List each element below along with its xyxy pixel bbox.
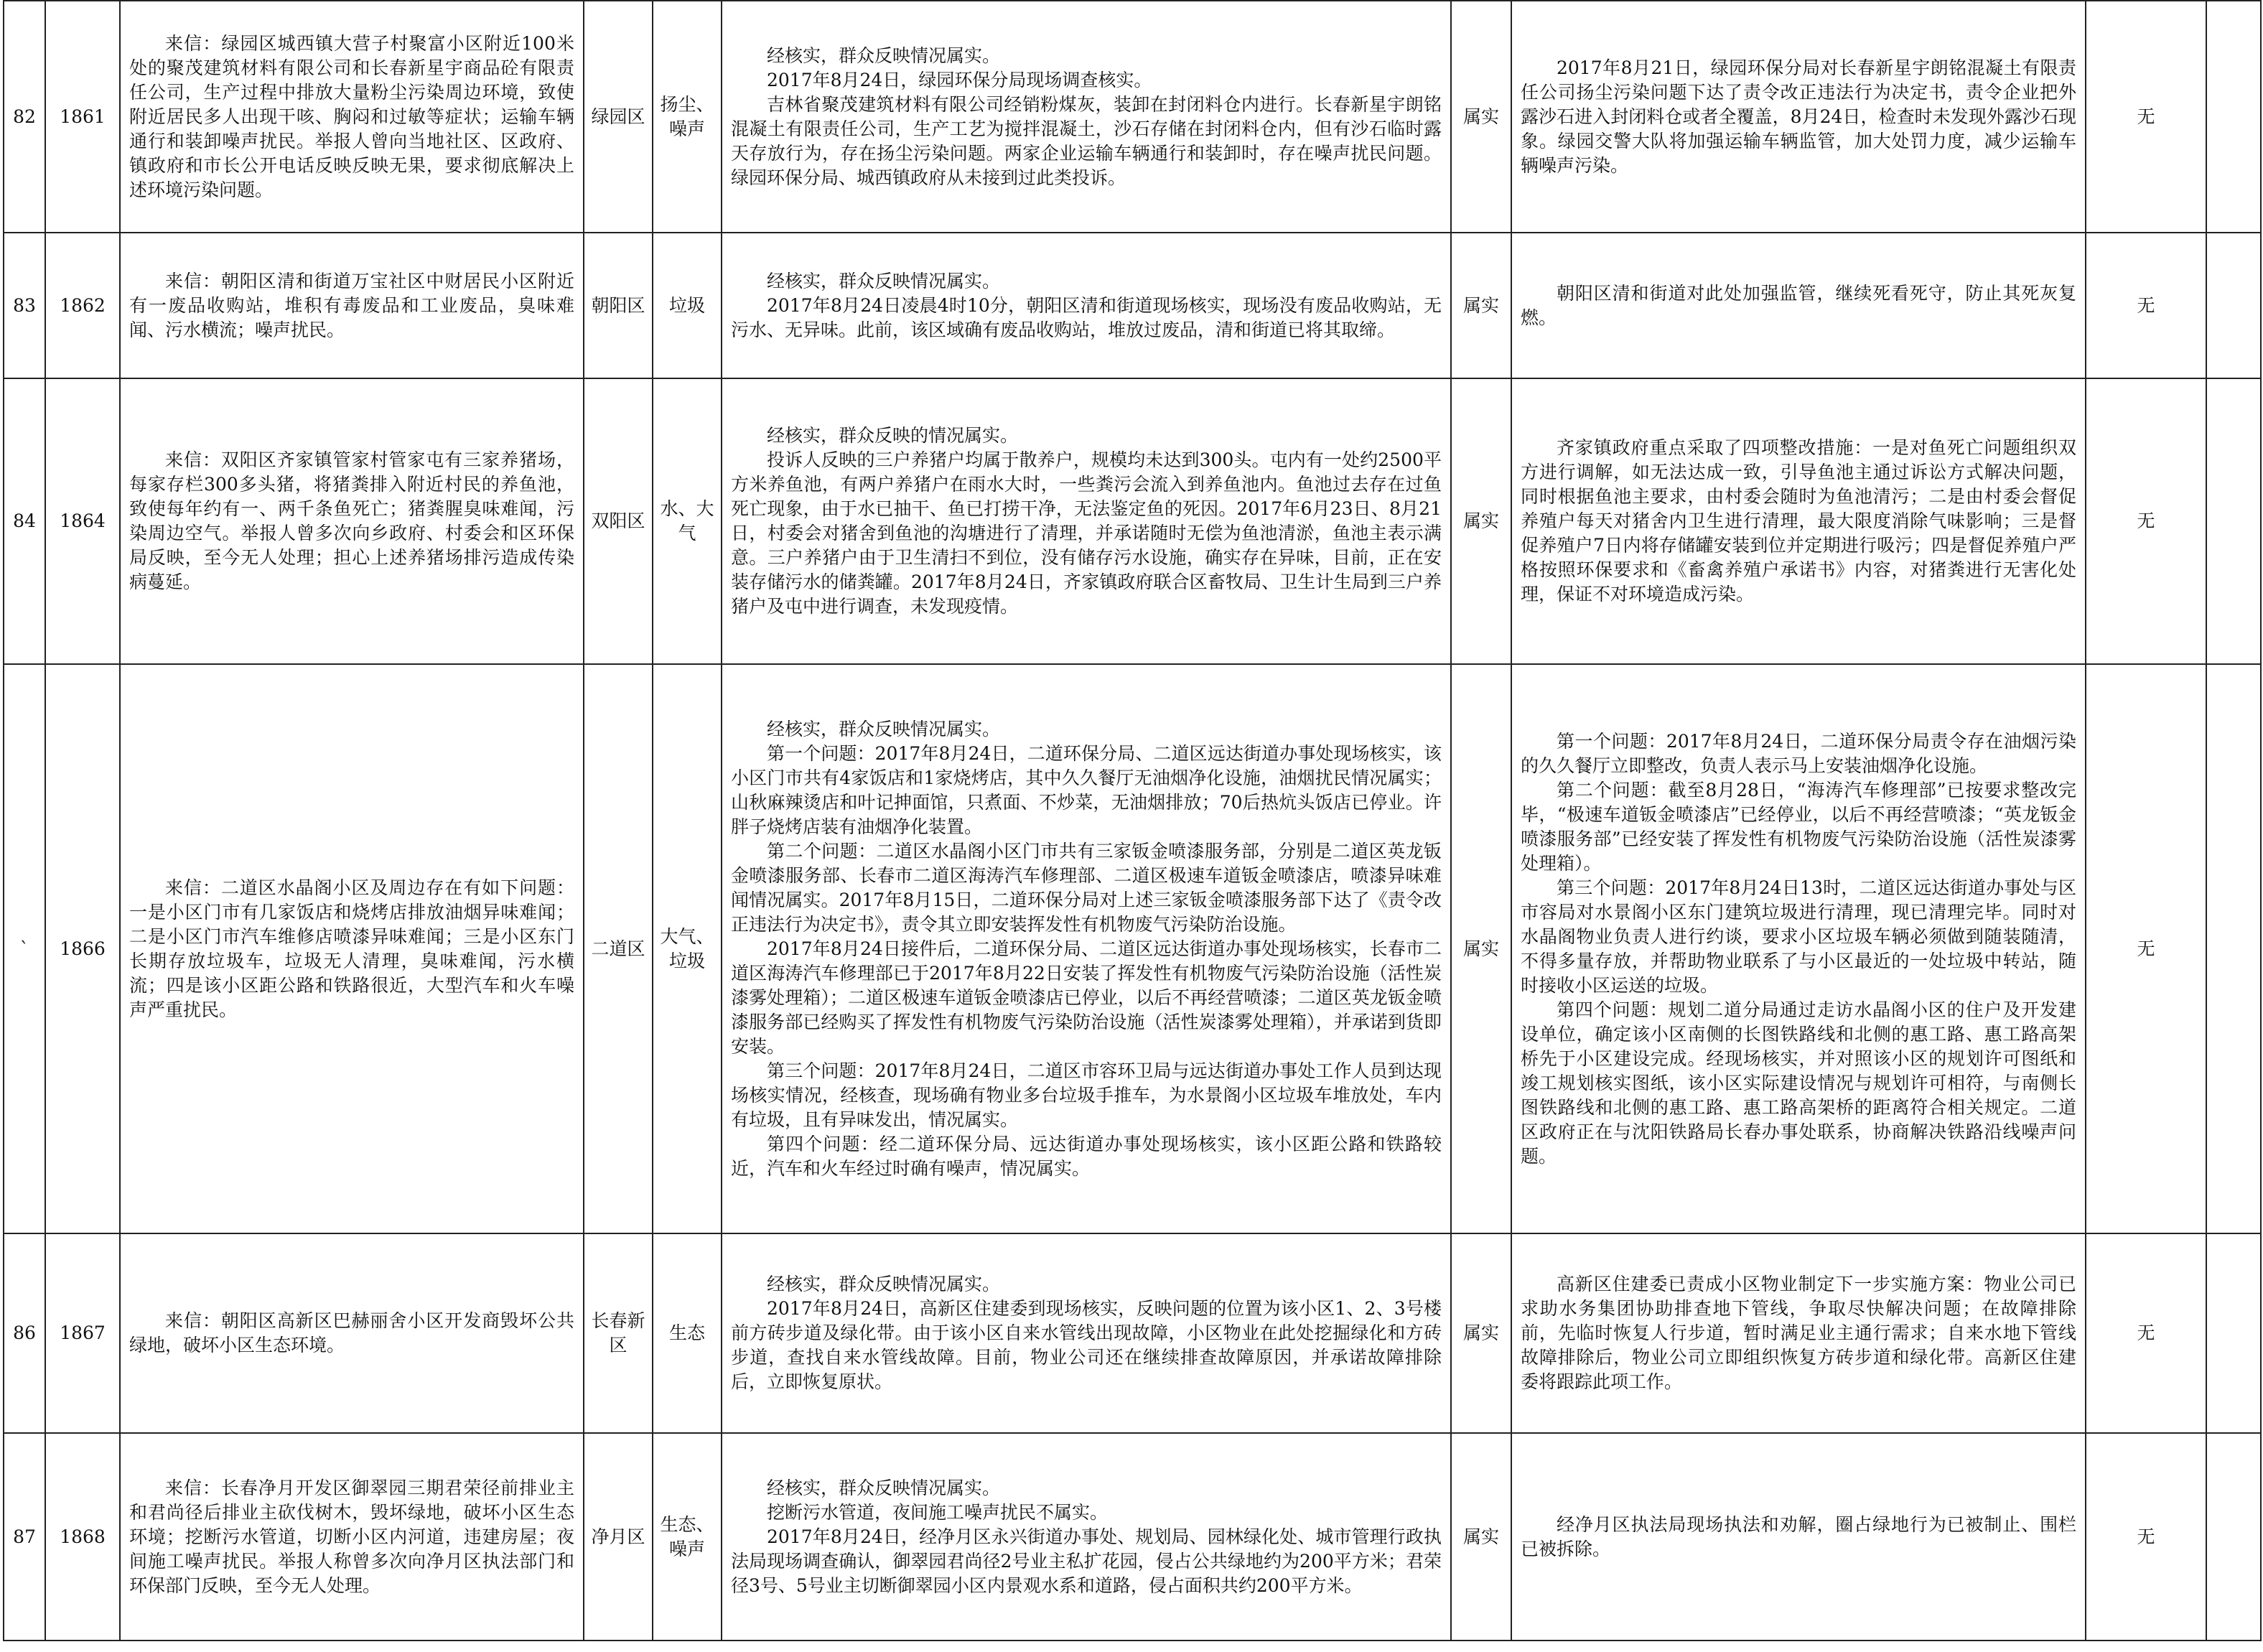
district-cell: 净月区: [584, 1433, 653, 1641]
table-row: [4, 1433, 2261, 1641]
extra-cell: [2206, 233, 2261, 378]
verification-cell-paragraph: 投诉人反映的三户养猪户均属于散养户，规模均未达到300头。屯内有一处约2500平方米养鱼池，有两户养猪户在雨水大时，一些粪污会流入到养鱼池内。鱼池过去存在过鱼死亡现象，由于水已抽干、鱼已打捞干净，无法鉴定鱼的死因。2017年6月23日、8月21日，村委会对猪舍到鱼池的沟塘进行了清理，并承诺随时无偿为鱼池清淤，鱼池主表示满意。三户养猪户由于卫生清扫不到位，没有储存污水设施，确实存在异味，目前，正在安装存储污水的储粪罐。2017年8月24日，齐家镇政府联合区畜牧局、卫生计生局到三户养猪户及屯中进行调查，未发现疫情。: [731, 449, 1442, 617]
pollution-type-cell: 垃圾: [653, 233, 722, 378]
handling-cell: [1511, 233, 2086, 378]
handling-cell: [1511, 1433, 2086, 1641]
complaint-cell: [120, 664, 584, 1233]
handling-cell-paragraph: 第三个问题：2017年8月24日13时，二道区远达街道办事处与区市容局对水景阁小区东门建筑垃圾进行清理，现已清理完毕。同时对水晶阁物业负责人进行约谈，要求小区垃圾车辆必须做到随装随清，不得多量存放，并帮助物业联系了与小区最近的一处垃圾中转站，随时接收小区运送的垃圾。: [1521, 877, 2076, 996]
verification-cell-paragraph: 第二个问题：二道区水晶阁小区门市共有三家钣金喷漆服务部，分别是二道区英龙钣金喷漆服务部、长春市二道区海涛汽车修理部、二道区极速车道钣金喷漆店，喷漆异味难闻情况属实。2017年8月15日，二道环保分局对上述三家钣金喷漆服务部下达了《责令改正违法行为决定书》，责令其立即安装挥发性有机物废气污染防治设施。: [731, 840, 1442, 935]
complaint-cell: [120, 233, 584, 378]
accountability-cell: 无: [2086, 378, 2206, 664]
handling-cell-paragraph: 高新区住建委已责成小区物业制定下一步实施方案：物业公司已求助水务集团协助排查地下管线，争取尽快解决问题；在故障排除前，先临时恢复人行步道，暂时满足业主通行需求；自来水地下管线故障排除后，物业公司立即组织恢复方砖步道和绿化带。高新区住建委将跟踪此项工作。: [1521, 1274, 2076, 1392]
table-row: [4, 1233, 2261, 1433]
verification-cell: [722, 1, 1451, 233]
complaint-cell: [120, 1, 584, 233]
row-number-cell: 83: [4, 233, 45, 378]
complaint-cell: [120, 1433, 584, 1641]
verification-cell-paragraph: 第一个问题：2017年8月24日，二道环保分局、二道区远达街道办事处现场核实，该小区门市共有4家饭店和1家烧烤店，其中久久餐厅无油烟净化设施，油烟扰民情况属实；山秋麻辣烫店和叶记抻面馆，只煮面、不炒菜，无油烟排放；70后热炕头饭店已停业。许胖子烧烤店装有油烟净化装置。: [731, 742, 1442, 837]
handling-cell: [1511, 1, 2086, 233]
result-cell: 属实: [1451, 664, 1511, 1233]
case-id-cell: 1867: [45, 1233, 120, 1433]
handling-cell-paragraph: 朝阳区清和街道对此处加强监管，继续死看死守，防止其死灰复燃。: [1521, 282, 2076, 328]
handling-cell-paragraph: 2017年8月21日，绿园环保分局对长春新星宇朗铭混凝土有限责任公司扬尘污染问题下达了责令改正违法行为决定书，责令企业把外露沙石进入封闭料仓或者全覆盖，8月24日，检查时未发现外露沙石现象。绿园交警大队将加强运输车辆监管，加大处罚力度，减少运输车辆噪声污染。: [1521, 57, 2076, 176]
pollution-type-cell: 扬尘、噪声: [653, 1, 722, 233]
extra-cell: [2206, 664, 2261, 1233]
case-id-cell: 1868: [45, 1433, 120, 1641]
pollution-type-cell: 生态、噪声: [653, 1433, 722, 1641]
accountability-cell: 无: [2086, 1233, 2206, 1433]
pollution-type-cell: 水、大气: [653, 378, 722, 664]
handling-cell: [1511, 664, 2086, 1233]
verification-cell-paragraph: 经核实，群众反映情况属实。: [767, 45, 1001, 66]
verification-cell-paragraph: 2017年8月24日接件后，二道环保分局、二道区远达街道办事处现场核实，长春市二道区海涛汽车修理部已于2017年8月22日安装了挥发性有机物废气污染防治设施（活性炭漆雾处理箱）；二道区极速车道钣金喷漆店已停业，以后不再经营喷漆；二道区英龙钣金喷漆服务部已经购买了挥发性有机物废气污染防治设施（活性炭漆雾处理箱），并承诺到货即安装。: [731, 938, 1442, 1057]
verification-cell-paragraph: 2017年8月24日，经净月区永兴街道办事处、规划局、园林绿化处、城市管理行政执法局现场调查确认，御翠园君尚径2号业主私扩花园，侵占公共绿地约为200平方米；君荣径3号、5号业主切断御翠园小区内景观水系和道路，侵占面积共约200平方米。: [731, 1526, 1442, 1596]
accountability-cell: 无: [2086, 1433, 2206, 1641]
result-cell: 属实: [1451, 233, 1511, 378]
district-cell: 朝阳区: [584, 233, 653, 378]
verification-cell-paragraph: 2017年8月24日，绿园环保分局现场调查核实。: [767, 69, 1152, 90]
complaint-cell-paragraph: 来信：朝阳区高新区巴赫丽舍小区开发商毁坏公共绿地，破坏小区生态环境。: [129, 1310, 574, 1355]
extra-cell: [2206, 1233, 2261, 1433]
complaint-cell-paragraph: 来信：绿园区城西镇大营子村聚富小区附近100米处的聚茂建筑材料有限公司和长春新星宇商品砼有限责任公司，生产过程中排放大量粉尘污染周边环境，致使附近居民多人出现干咳、胸闷和过敏等症状；运输车辆通行和装卸噪声扰民。举报人曾向当地社区、区政府、镇政府和市长公开电话反映反映无果，要求彻底解决上述环境污染问题。: [129, 32, 574, 200]
case-id-cell: 1862: [45, 233, 120, 378]
verification-cell-paragraph: 挖断污水管道，夜间施工噪声扰民不属实。: [767, 1501, 1109, 1523]
pollution-type-cell: 大气、垃圾: [653, 664, 722, 1233]
extra-cell: [2206, 378, 2261, 664]
table-row: [4, 233, 2261, 378]
accountability-cell: 无: [2086, 1, 2206, 233]
complaint-cell: [120, 1233, 584, 1433]
case-id-cell: 1861: [45, 1, 120, 233]
verification-cell: [722, 233, 1451, 378]
verification-cell-paragraph: 第四个问题：经二道环保分局、远达街道办事处现场核实，该小区距公路和铁路较近，汽车和火车经过时确有噪声，情况属实。: [731, 1133, 1442, 1179]
complaint-cell: [120, 378, 584, 664]
row-number-cell: `: [4, 664, 45, 1233]
row-number-cell: 86: [4, 1233, 45, 1433]
row-number-cell: 84: [4, 378, 45, 664]
verification-cell: [722, 664, 1451, 1233]
verification-cell-paragraph: 吉林省聚茂建筑材料有限公司经销粉煤灰，装卸在封闭料仓内进行。长春新星宇朗铭混凝土有限责任公司，生产工艺为搅拌混凝土，沙石存储在封闭料仓内，但有沙石临时露天存放行为，存在扬尘污染问题。两家企业运输车辆通行和装卸时，存在噪声扰民问题。绿园环保分局、城西镇政府从未接到过此类投诉。: [731, 93, 1442, 188]
row-number-cell: 82: [4, 1, 45, 233]
handling-cell-paragraph: 齐家镇政府重点采取了四项整改措施：一是对鱼死亡问题组织双方进行调解，如无法达成一致，引导鱼池主通过诉讼方式解决问题，同时根据鱼池主要求，由村委会随时为鱼池清污；二是由村委会督促养殖户每天对猪舍内卫生进行清理，最大限度消除气味影响；三是督促养殖户7日内将存储罐安装到位并定期进行吸污；四是督促养殖户严格按照环保要求和《畜禽养殖户承诺书》内容，对猪粪进行无害化处理，保证不对环境造成污染。: [1521, 437, 2076, 605]
verification-cell-paragraph: 第三个问题：2017年8月24日，二道区市容环卫局与远达街道办事处工作人员到达现场核实情况，经核查，现场确有物业多台垃圾手推车，为水景阁小区垃圾车堆放处，车内有垃圾，且有异味发出，情况属实。: [731, 1060, 1442, 1130]
extra-cell: [2206, 1, 2261, 233]
result-cell: 属实: [1451, 1, 1511, 233]
result-cell: 属实: [1451, 1433, 1511, 1641]
verification-cell: [722, 1433, 1451, 1641]
table-row: [4, 664, 2261, 1233]
handling-cell-paragraph: 经净月区执法局现场执法和劝解，圈占绿地行为已被制止、围栏已被拆除。: [1521, 1513, 2076, 1559]
pollution-type-cell: 生态: [653, 1233, 722, 1433]
handling-cell-paragraph: 第二个问题：截至8月28日，“海涛汽车修理部”已按要求整改完毕，“极速车道钣金喷漆店”已经停业，以后不再经营喷漆；“英龙钣金喷漆服务部”已经安装了挥发性有机物废气污染防治设施（活性炭漆雾处理箱）。: [1521, 779, 2076, 874]
verification-cell-paragraph: 经核实，群众反映情况属实。: [767, 718, 1001, 739]
case-id-cell: 1864: [45, 378, 120, 664]
handling-cell: [1511, 1233, 2086, 1433]
verification-cell-paragraph: 经核实，群众反映情况属实。: [767, 1477, 1001, 1498]
verification-cell: [722, 378, 1451, 664]
result-cell: 属实: [1451, 378, 1511, 664]
handling-cell-paragraph: 第一个问题：2017年8月24日，二道环保分局责令存在油烟污染的久久餐厅立即整改，负责人表示马上安装油烟净化设施。: [1521, 730, 2076, 776]
table-row: [4, 378, 2261, 664]
district-cell: 双阳区: [584, 378, 653, 664]
handling-cell-paragraph: 第四个问题：规划二道分局通过走访水晶阁小区的住户及开发建设单位，确定该小区南侧的长图铁路线和北侧的惠工路、惠工路高架桥先于小区建设完成。经现场核实，并对照该小区的规划许可图纸和竣工规划核实图纸，该小区实际建设情况与规划许可相符，与南侧长图铁路线和北侧的惠工路、惠工路高架桥的距离符合相关规定。二道区政府正在与沈阳铁路局长春办事处联系，协商解决铁路沿线噪声问题。: [1521, 999, 2076, 1167]
case-id-cell: 1866: [45, 664, 120, 1233]
verification-cell-paragraph: 2017年8月24日凌晨4时10分，朝阳区清和街道现场核实，现场没有废品收购站，无污水、无异味。此前，该区域确有废品收购站，堆放过废品，清和街道已将其取缔。: [731, 294, 1442, 340]
result-cell: 属实: [1451, 1233, 1511, 1433]
verification-cell: [722, 1233, 1451, 1433]
row-number-cell: 87: [4, 1433, 45, 1641]
complaint-table: [3, 0, 2262, 1641]
district-cell: 二道区: [584, 664, 653, 1233]
accountability-cell: 无: [2086, 664, 2206, 1233]
extra-cell: [2206, 1433, 2261, 1641]
accountability-cell: 无: [2086, 233, 2206, 378]
verification-cell-paragraph: 经核实，群众反映情况属实。: [767, 270, 1001, 291]
verification-cell-paragraph: 2017年8月24日，高新区住建委到现场核实，反映问题的位置为该小区1、2、3号楼前方砖步道及绿化带。由于该小区自来水管线出现故障，小区物业在此处挖掘绿化和方砖步道，查找自来水管线故障。目前，物业公司还在继续排查故障原因，并承诺故障排除后，立即恢复原状。: [731, 1298, 1442, 1392]
district-cell: 长春新区: [584, 1233, 653, 1433]
complaint-cell-paragraph: 来信：二道区水晶阁小区及周边存在有如下问题：一是小区门市有几家饭店和烧烤店排放油烟异味难闻；二是小区门市汽车维修店喷漆异味难闻；三是小区东门长期存放垃圾车，垃圾无人清理，臭味难闻，污水横流；四是该小区距公路和铁路很近，大型汽车和火车噪声严重扰民。: [129, 877, 574, 1020]
handling-cell: [1511, 378, 2086, 664]
complaint-cell-paragraph: 来信：长春净月开发区御翠园三期君荣径前排业主和君尚径后排业主砍伐树木，毁坏绿地，破坏小区生态环境；挖断污水管道，切断小区内河道，违建房屋；夜间施工噪声扰民。举报人称曾多次向净月区执法部门和环保部门反映，至今无人处理。: [129, 1477, 574, 1596]
district-cell: 绿园区: [584, 1, 653, 233]
complaint-cell-paragraph: 来信：朝阳区清和街道万宝社区中财居民小区附近有一废品收购站，堆积有毒废品和工业废品，臭味难闻、污水横流；噪声扰民。: [129, 270, 574, 340]
table-row: [4, 1, 2261, 233]
verification-cell-paragraph: 经核实，群众反映情况属实。: [767, 1274, 1001, 1294]
verification-cell-paragraph: 经核实，群众反映的情况属实。: [767, 425, 1019, 446]
complaint-cell-paragraph: 来信：双阳区齐家镇管家村管家屯有三家养猪场，每家存栏300多头猪，将猪粪排入附近村民的养鱼池，致使每年约有一、两千条鱼死亡；猪粪腥臭味难闻，污染周边空气。举报人曾多次向乡政府、村委会和区环保局反映，至今无人处理；担心上述养猪场排污造成传染病蔓延。: [129, 449, 574, 592]
